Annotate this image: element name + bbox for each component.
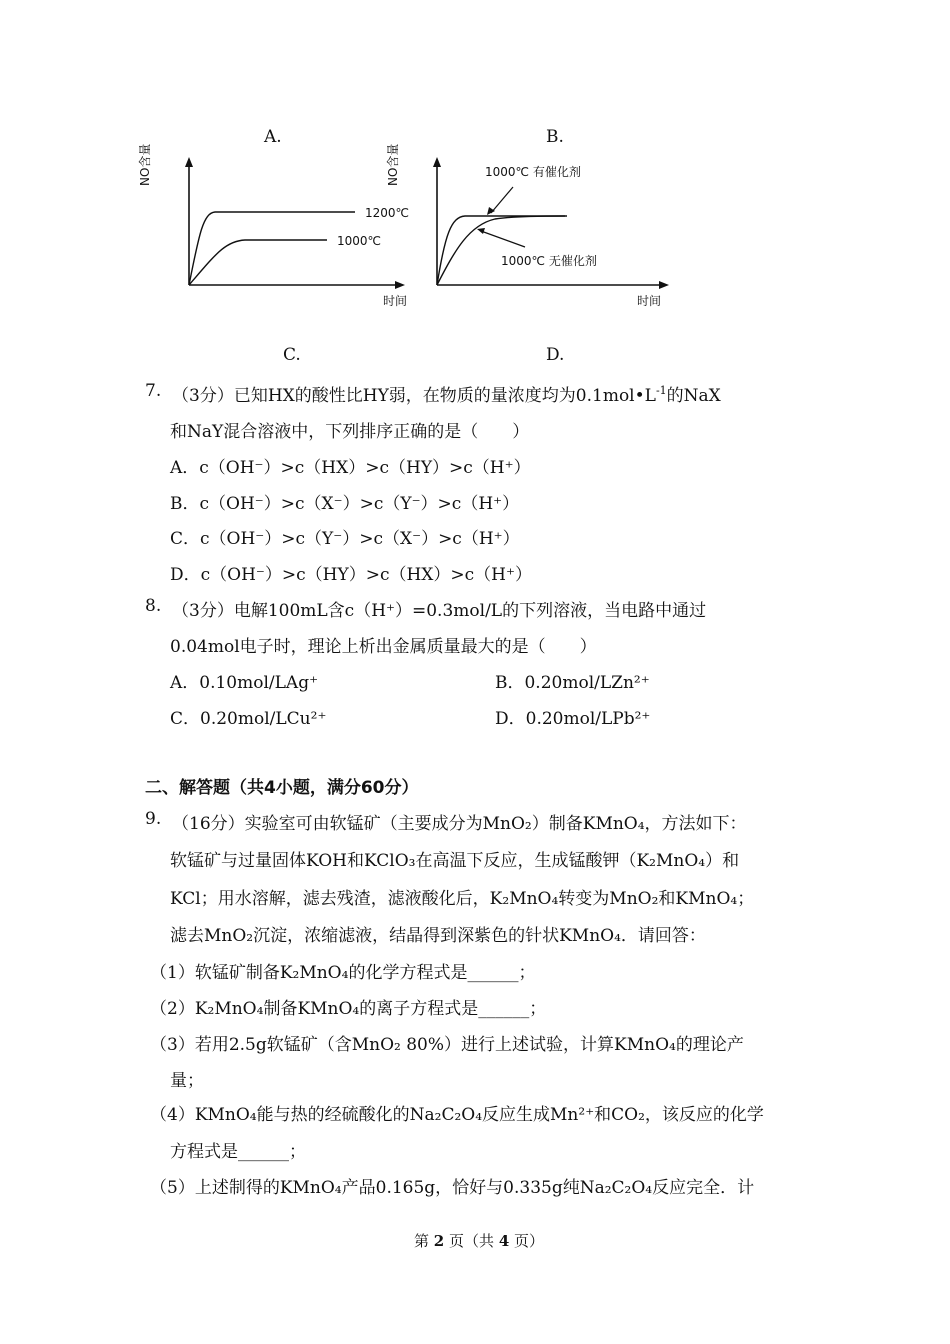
graph-temperature	[138, 143, 410, 315]
q7-number: 7.	[145, 381, 162, 401]
y-axis-label: NO含量	[138, 143, 152, 186]
q8-option-c: C．0.20mol/LCu²⁺	[170, 709, 327, 729]
q8-option-a: A．0.10mol/LAg⁺	[170, 673, 319, 693]
q7-option-b: B．c（OH⁻）>c（X⁻）>c（Y⁻）>c（H⁺）	[170, 494, 520, 514]
label-without-catalyst: 1000℃ 无催化剂	[501, 254, 597, 268]
q7-option-d: D．c（OH⁻）>c（HY）>c（HX）>c（H⁺）	[170, 565, 532, 585]
page-footer	[414, 1230, 544, 1251]
q7-line1-tail: 的NaX	[666, 386, 721, 406]
label-with-catalyst: 1000℃ 有催化剂	[485, 165, 581, 179]
q9-sub3-line1: （3）若用2.5g软锰矿（含MnO₂ 80%）进行上述试验，计算KMnO₄的理论产	[150, 1035, 744, 1055]
option-label-c: C.	[283, 345, 301, 365]
y-axis-label: NO含量	[386, 143, 400, 186]
y-axis-arrow	[185, 157, 193, 167]
x-axis-arrow	[659, 281, 669, 289]
option-label-d: D.	[546, 345, 565, 365]
label-1000: 1000℃	[337, 234, 382, 248]
q7-option-c: C．c（OH⁻）>c（Y⁻）>c（X⁻）>c（H⁺）	[170, 529, 520, 549]
x-axis-label: 时间	[637, 294, 662, 308]
q9-number: 9.	[145, 809, 162, 829]
q7-line1-text: （3分）已知HX的酸性比HY弱，在物质的量浓度均为0.1mol•L	[172, 386, 656, 406]
footer-total-pages: 4	[498, 1232, 510, 1250]
section-heading: 二、解答题（共4小题，满分60分）	[145, 778, 419, 798]
footer-mid: 页（共	[449, 1232, 495, 1250]
y-axis-arrow	[433, 157, 441, 167]
label-1200: 1200℃	[365, 206, 410, 220]
curve-1200	[189, 212, 355, 285]
q9-sub3-line2: 量；	[170, 1071, 204, 1091]
q9-sub2: （2）K₂MnO₄制备KMnO₄的离子方程式是______；	[150, 999, 547, 1019]
q7-line1-sup: -1	[655, 384, 667, 397]
q9-sub5: （5）上述制得的KMnO₄产品0.165g，恰好与0.335g纯Na₂C₂O₄反应完全．计	[150, 1178, 755, 1198]
q7-line1	[172, 381, 721, 406]
q7-option-a: A．c（OH⁻）>c（HX）>c（HY）>c（H⁺）	[170, 458, 531, 478]
option-label-a: A.	[264, 127, 282, 147]
x-axis-label: 时间	[383, 294, 408, 308]
footer-page-number: 2	[433, 1232, 445, 1250]
q9-sub1: （1）软锰矿制备K₂MnO₄的化学方程式是______；	[150, 963, 536, 983]
q9-line4: 滤去MnO₂沉淀，浓缩滤液，结晶得到深紫色的针状KMnO₄．请回答：	[170, 926, 706, 946]
q9-sub4-line2: 方程式是______；	[170, 1142, 306, 1162]
q8-option-b: B．0.20mol/LZn²⁺	[495, 673, 650, 693]
q9-sub4-line1: （4）KMnO₄能与热的经硫酸化的Na₂C₂O₄反应生成Mn²⁺和CO₂，该反应的化学	[150, 1105, 764, 1125]
curve-without-catalyst	[437, 216, 567, 285]
q8-number: 8.	[145, 596, 162, 616]
footer-prefix: 第	[414, 1232, 430, 1250]
q9-line2: 软锰矿与过量固体KOH和KClO₃在高温下反应，生成锰酸钾（K₂MnO₄）和	[170, 851, 740, 871]
q8-line2: 0.04mol电子时，理论上析出金属质量最大的是（ ）	[170, 637, 597, 657]
q9-line1: （16分）实验室可由软锰矿（主要成分为MnO₂）制备KMnO₄，方法如下：	[172, 814, 747, 834]
q7-line2: 和NaY混合溶液中，下列排序正确的是（ ）	[170, 422, 530, 442]
pointer-without-catalyst	[481, 231, 525, 247]
curve-1000	[189, 240, 327, 285]
q9-line3: KCl；用水溶解，滤去残渣，滤液酸化后，K₂MnO₄转变为MnO₂和KMnO₄；	[170, 889, 755, 909]
q8-option-d: D．0.20mol/LPb²⁺	[495, 709, 651, 729]
x-axis-arrow	[395, 281, 405, 289]
option-label-b: B.	[546, 127, 564, 147]
footer-suffix: 页）	[514, 1232, 545, 1250]
q8-line1: （3分）电解100mL含c（H⁺）=0.3mol/L的下列溶液，当电路中通过	[172, 601, 707, 621]
pointer-with-catalyst	[491, 187, 513, 213]
